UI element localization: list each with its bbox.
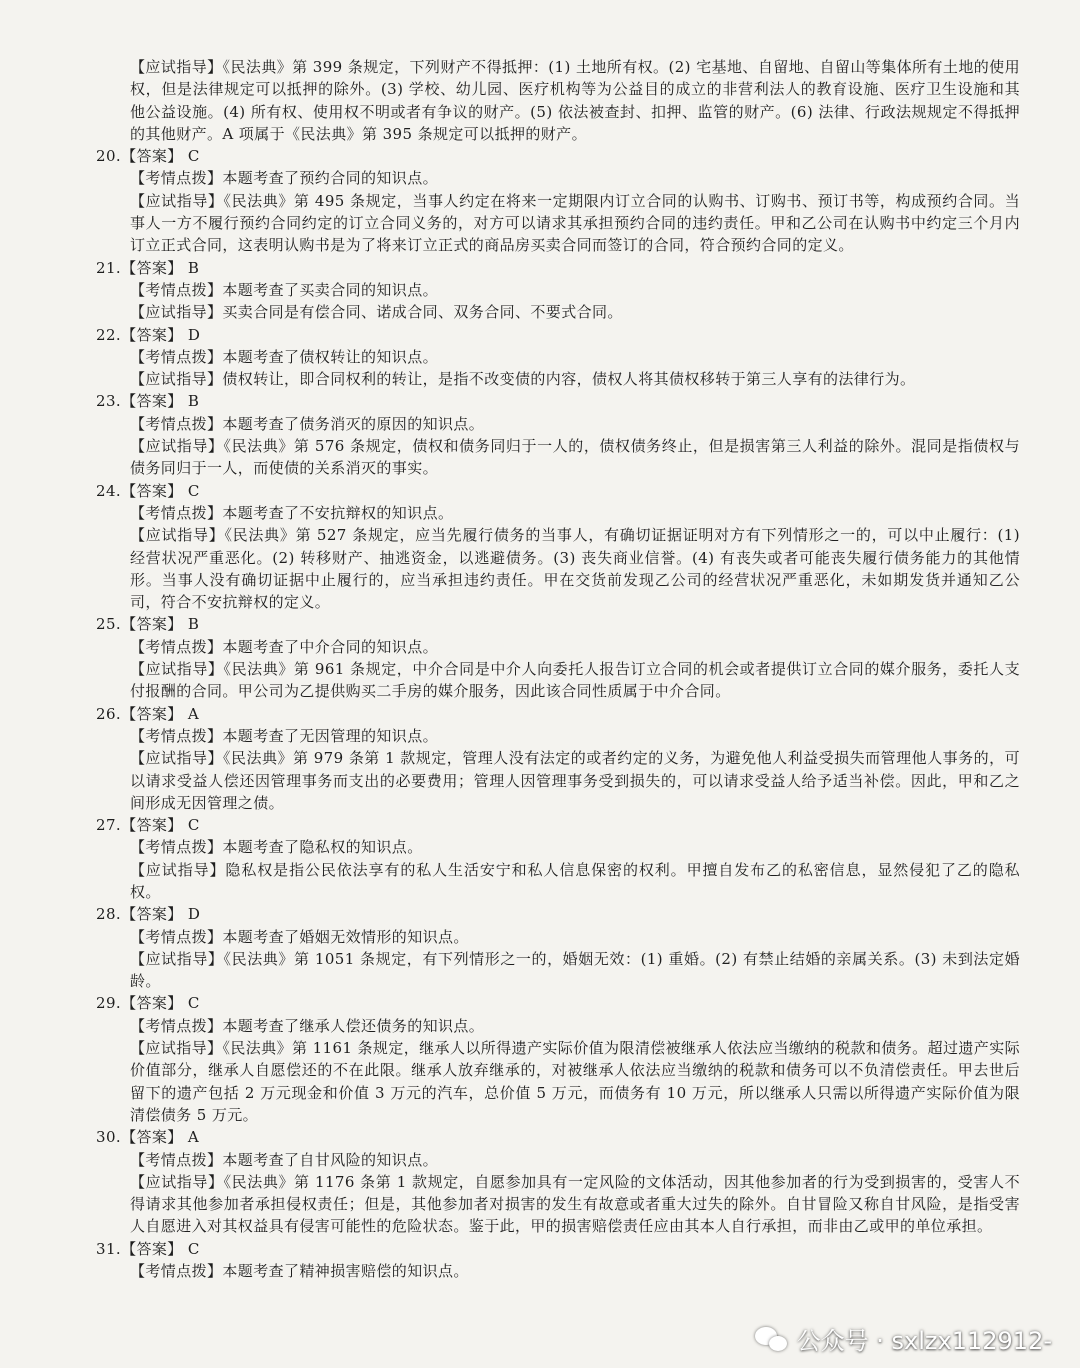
answer-value: C [187,147,200,166]
answer-line [96,390,1020,412]
answer-item [96,613,1020,702]
guide-label: 【应试指导】 [130,526,225,545]
point-text: 本题考查了无因管理的知识点。 [222,726,439,745]
answer-value: D [187,905,201,924]
question-number: 29. [96,994,122,1013]
answer-line [96,257,1020,279]
answer-value: C [187,481,200,500]
answer-label: 【答案】 [121,905,183,924]
answer-line [96,992,1020,1014]
answer-line [96,814,1020,836]
answer-value: B [187,258,200,277]
point-line [130,1260,1020,1282]
guide-label: 【应试指导】 [130,860,226,879]
point-line [130,926,1020,948]
question-number: 25. [96,615,122,634]
guide-line [130,948,1020,993]
question-number: 28. [96,905,122,924]
answer-item [96,1126,1020,1237]
guide-label: 【应试指导】 [130,303,223,322]
question-number: 27. [96,816,122,835]
point-label: 【考情点拨】 [130,1150,223,1169]
point-line [130,502,1020,524]
answer-value: C [187,1239,200,1258]
answer-line [96,145,1020,167]
question-number: 30. [96,1128,122,1147]
answer-label: 【答案】 [121,615,183,634]
answer-value: B [187,392,200,411]
guide-label: 【应试指导】 [130,58,223,76]
question-number: 23. [96,392,122,411]
answer-label: 【答案】 [121,392,183,411]
guide-text: 《民法典》第 1161 条规定，继承人以所得遗产实际价值为限清偿被继承人依法应当缴纳的税款和债务。超过遗产实际价值部分，继承人自愿偿还的不在此限。继承人放弃继承的，对被继承人依法应当缴纳的税款和债务可以不负清偿责任。甲去世后留下的遗产包括 2 万元现金和价值 3 万元的汽车，总价值 5 万元，而债务有 10 万元，所以继承人只需以所得遗产实际价值为限清偿债务 5 万元。 [130,1039,1021,1124]
point-line [130,725,1020,747]
guide-label: 【应试指导】 [130,1039,223,1058]
point-label: 【考情点拨】 [130,726,223,745]
guide-label: 【应试指导】 [130,370,223,389]
intro-block [96,56,1020,145]
answer-line [96,903,1020,925]
guide-label: 【应试指导】 [130,1172,224,1191]
point-text: 本题考查了债权转让的知识点。 [222,347,439,366]
answer-line [96,324,1020,346]
answer-item [96,480,1020,614]
answer-item [96,814,1020,903]
point-text: 本题考查了预约合同的知识点。 [222,169,439,188]
point-line [130,167,1020,189]
answer-item [96,992,1020,1126]
question-number: 24. [96,481,122,500]
guide-line [130,747,1020,814]
guide-text: 《民法典》第 961 条规定，中介合同是中介人向委托人报告订立合同的机会或者提供订立合同的媒介服务，委托人支付报酬的合同。甲公司为乙提供购买二手房的媒介服务，因此该合同性质属于中介合同。 [130,660,1020,701]
question-number: 20. [96,147,122,166]
point-label: 【考情点拨】 [130,927,223,946]
intro-guide-text: 《民法典》第 399 条规定，下列财产不得抵押：(1) 土地所有权。(2) 宅基地、自留地、自留山等集体所有土地的使用权，但是法律规定可以抵押的除外。(3) 学校、幼儿园、医疗机构等为公益目的成立的非营利法人的教育设施、医疗卫生设施和其他公益设施。(4) 所有权、使用权不明或者有争议的财产。(5) 依法被查封、扣押、监管的财产。(6) 法律、行政法规规定不得抵押的其他财产。A 项属于《民法典》第 395 条规定可以抵押的财产。 [130,58,1020,143]
guide-text: 《民法典》第 527 条规定，应当先履行债务的当事人，有确切证据证明对方有下列情形之一的，可以中止履行：(1) 经营状况严重恶化。(2) 转移财产、抽逃资金，以逃避债务。(3) 丧失商业信誉。(4) 有丧失或者可能丧失履行债务能力的其他情形。当事人没有确切证据中止履行的，应当承担违约责任。甲在交货前发现乙公司的经营状况严重恶化，未如期发货并通知乙公司，符合不安抗辩权的定义。 [130,526,1020,612]
point-text: 本题考查了继承人偿还债务的知识点。 [222,1016,485,1035]
point-text: 本题考查了隐私权的知识点。 [222,838,423,857]
answer-label: 【答案】 [121,1128,183,1147]
guide-line [130,368,1020,390]
answer-item [96,903,1020,992]
answer-value: A [187,1128,200,1147]
point-line [130,636,1020,658]
guide-text: 《民法典》第 1176 条第 1 款规定，自愿参加具有一定风险的文体活动，因其他参加者的行为受到损害的，受害人不得请求其他参加者承担侵权责任；但是，其他参加者对损害的发生有故意或者重大过失的除外。自甘冒险又称自甘风险，是指受害人自愿进入对其权益具有侵害可能性的危险状态。鉴于此，甲的损害赔偿责任应由其本人自行承担，而非由乙或甲的单位承担。 [130,1172,1020,1236]
point-label: 【考情点拨】 [130,347,223,366]
guide-label: 【应试指导】 [130,949,224,968]
answer-list [96,145,1020,1282]
point-line [130,346,1020,368]
point-line [130,1015,1020,1037]
point-line [130,279,1020,301]
guide-label: 【应试指导】 [130,660,224,679]
point-text: 本题考查了债务消灭的原因的知识点。 [222,414,485,433]
guide-line [130,859,1020,904]
guide-line [130,1171,1020,1238]
point-text: 本题考查了精神损害赔偿的知识点。 [222,1262,469,1281]
answer-label: 【答案】 [121,1239,183,1258]
guide-label: 【应试指导】 [130,437,224,456]
answer-label: 【答案】 [121,325,183,344]
guide-text: 《民法典》第 576 条规定，债权和债务同归于一人的，债权债务终止，但是损害第三人利益的除外。混同是指债权与债务同归于一人，而使债的关系消灭的事实。 [130,437,1020,478]
answer-line [96,613,1020,635]
answer-item [96,145,1020,256]
point-label: 【考情点拨】 [130,1016,223,1035]
question-number: 21. [96,258,122,277]
guide-line [130,1037,1020,1126]
guide-text: 隐私权是指公民依法享有的私人生活安宁和私人信息保密的权利。甲擅自发布乙的私密信息，显然侵犯了乙的隐私权。 [130,860,1020,901]
answer-label: 【答案】 [121,704,183,723]
guide-text: 《民法典》第 979 条第 1 款规定，管理人没有法定的或者约定的义务，为避免他人利益受损失而管理他人事务的，可以请求受益人偿还因管理事务而支出的必要费用；管理人因管理事务受到损失的，可以请求受益人给予适当补偿。因此，甲和乙之间形成无因管理之债。 [130,749,1021,812]
answer-label: 【答案】 [121,816,183,835]
point-label: 【考情点拨】 [130,414,223,433]
guide-line [130,301,1020,323]
answer-value: D [187,325,201,344]
guide-line [130,658,1020,703]
guide-line [130,435,1020,480]
answer-line [96,703,1020,725]
point-text: 本题考查了婚姻无效情形的知识点。 [222,927,469,946]
answer-label: 【答案】 [121,147,183,166]
guide-text: 《民法典》第 495 条规定，当事人约定在将来一定期限内订立合同的认购书、订购书、预订书等，构成预约合同。当事人一方不履行预约合同约定的订立合同义务的，对方可以请求其承担预约合同的违约责任。甲和乙公司在认购书中约定三个月内订立正式合同，这表明认购书是为了将来订立正式的商品房买卖合同而签订的合同，符合预约合同的定义。 [130,191,1020,255]
answer-item [96,324,1020,391]
point-label: 【考情点拨】 [130,280,223,299]
question-number: 26. [96,704,122,723]
point-line [130,836,1020,858]
answer-label: 【答案】 [121,481,183,500]
point-label: 【考情点拨】 [130,838,223,857]
point-text: 本题考查了不安抗辩权的知识点。 [222,503,454,522]
answer-item [96,390,1020,479]
answer-line [96,1126,1020,1148]
question-number: 22. [96,325,122,344]
intro-guide [130,56,1020,145]
point-label: 【考情点拨】 [130,637,223,656]
answer-line [96,480,1020,502]
answer-item [96,703,1020,814]
answer-line [96,1238,1020,1260]
point-text: 本题考查了买卖合同的知识点。 [222,280,439,299]
answer-value: C [187,816,200,835]
point-line [130,1149,1020,1171]
guide-label: 【应试指导】 [130,749,223,768]
guide-text: 买卖合同是有偿合同、诺成合同、双务合同、不要式合同。 [222,303,623,322]
guide-line [130,524,1020,613]
guide-text: 债权转让，即合同权利的转让，是指不改变债的内容，债权人将其债权移转于第三人享有的法律行为。 [222,370,916,389]
wechat-icon [755,1325,789,1353]
guide-text: 《民法典》第 1051 条规定，有下列情形之一的，婚姻无效：(1) 重婚。(2) 有禁止结婚的亲属关系。(3) 未到法定婚龄。 [130,949,1020,991]
answer-label: 【答案】 [121,258,183,277]
answer-value: A [187,704,200,723]
answer-value: B [187,615,200,634]
point-line [130,413,1020,435]
point-label: 【考情点拨】 [130,503,223,522]
point-label: 【考情点拨】 [130,1262,223,1281]
watermark-text: 公众号 · sxlzx112912- [796,1327,1052,1355]
answer-item [96,1238,1020,1283]
point-text: 本题考查了自甘风险的知识点。 [222,1150,439,1169]
guide-label: 【应试指导】 [130,191,224,210]
guide-line [130,190,1020,257]
watermark [755,1321,1052,1356]
answer-value: C [187,994,200,1013]
answer-label: 【答案】 [121,994,183,1013]
point-text: 本题考查了中介合同的知识点。 [222,637,439,656]
point-label: 【考情点拨】 [130,169,223,188]
answer-item [96,257,1020,324]
question-number: 31. [96,1239,122,1258]
